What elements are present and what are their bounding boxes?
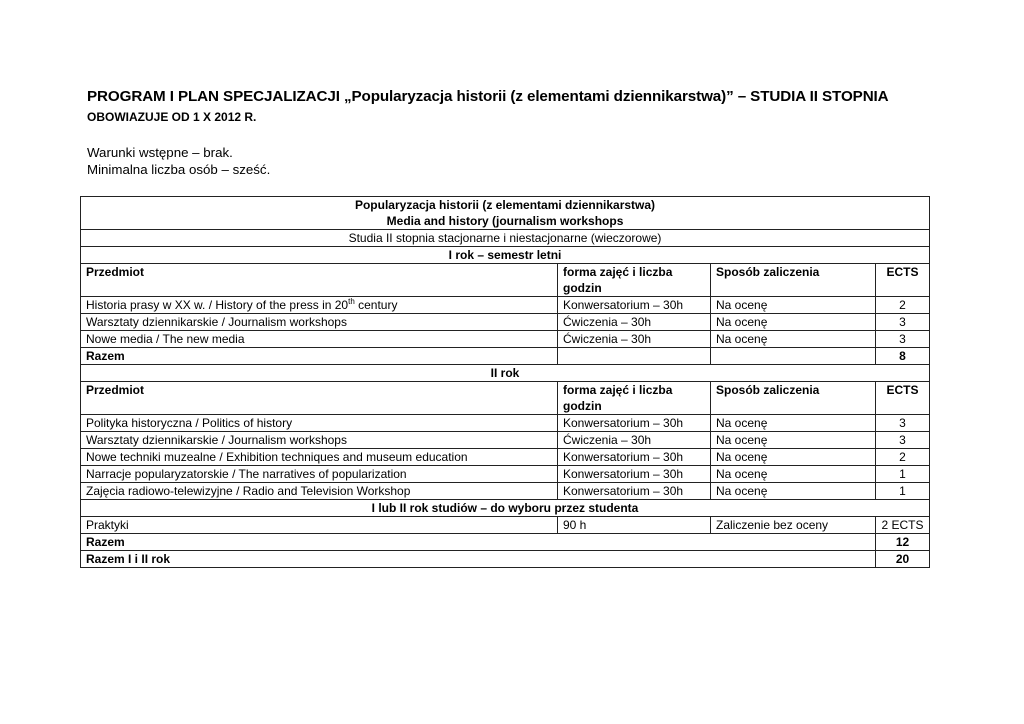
- assessment-cell: Na ocenę: [711, 415, 876, 432]
- subject-cell: Narracje popularyzatorskie / The narratives of popularization: [81, 466, 558, 483]
- col-header-subject: Przedmiot: [81, 264, 558, 297]
- subject-cell: Historia prasy w XX w. / History of the press in 20th century: [81, 297, 558, 314]
- year2-label-row: [81, 365, 930, 382]
- table-heading: [81, 197, 930, 230]
- ects-cell: 3: [876, 415, 930, 432]
- entry-conditions: Warunki wstępne – brak.: [87, 145, 233, 160]
- table-heading-row: [81, 197, 930, 230]
- empty-cell: [558, 348, 711, 365]
- table-row: [81, 297, 930, 314]
- min-participants: Minimalna liczba osób – sześć.: [87, 162, 271, 177]
- year1-header-row: [81, 264, 930, 297]
- subject-cell: Warsztaty dziennikarskie / Journalism workshops: [81, 314, 558, 331]
- year1-label: I rok – semestr letni: [81, 247, 930, 264]
- total-row: [81, 534, 930, 551]
- ects-cell: 2 ECTS: [876, 517, 930, 534]
- form-cell: Ćwiczenia – 30h: [558, 432, 711, 449]
- grand-total-label: Razem I i II rok: [81, 551, 876, 568]
- col-header-ects: ECTS: [876, 264, 930, 297]
- ects-cell: 3: [876, 432, 930, 449]
- assessment-cell: Na ocenę: [711, 314, 876, 331]
- year1-total-label: Razem: [81, 348, 558, 365]
- form-cell: Konwersatorium – 30h: [558, 297, 711, 314]
- ects-cell: 1: [876, 466, 930, 483]
- ects-cell: 1: [876, 483, 930, 500]
- form-cell: 90 h: [558, 517, 711, 534]
- col-header-subject: Przedmiot: [81, 382, 558, 415]
- heading-en: Media and history (journalism workshops: [386, 214, 624, 228]
- assessment-cell: Na ocenę: [711, 297, 876, 314]
- elective-row: [81, 517, 930, 534]
- form-cell: Konwersatorium – 30h: [558, 415, 711, 432]
- form-cell: Konwersatorium – 30h: [558, 449, 711, 466]
- grand-total-row: [81, 551, 930, 568]
- subject-cell: Zajęcia radiowo-telewizyjne / Radio and Television Workshop: [81, 483, 558, 500]
- heading-pl: Popularyzacja historii (z elementami dziennikarstwa): [354, 198, 656, 212]
- total-ects: 12: [876, 534, 930, 551]
- form-cell: Ćwiczenia – 30h: [558, 331, 711, 348]
- year1-total-ects: 8: [876, 348, 930, 365]
- elective-label: I lub II rok studiów – do wyboru przez studenta: [81, 500, 930, 517]
- table-row: [81, 432, 930, 449]
- page-title: PROGRAM I PLAN SPECJALIZACJI „Popularyzacja historii (z elementami dziennikarstwa)” – STUDIA II STOPNIA: [87, 88, 889, 105]
- subject-cell: Warsztaty dziennikarskie / Journalism workshops: [81, 432, 558, 449]
- assessment-cell: Zaliczenie bez oceny: [711, 517, 876, 534]
- year2-label: II rok: [81, 365, 930, 382]
- table-row: [81, 331, 930, 348]
- year1-total-row: [81, 348, 930, 365]
- ects-cell: 3: [876, 314, 930, 331]
- table-row: [81, 466, 930, 483]
- table-row: [81, 483, 930, 500]
- subject-cell: Praktyki: [81, 517, 558, 534]
- ects-cell: 2: [876, 297, 930, 314]
- col-header-form: forma zajęć i liczba godzin: [558, 264, 711, 297]
- table-row: [81, 449, 930, 466]
- subject-cell: Nowe techniki muzealne / Exhibition techniques and museum education: [81, 449, 558, 466]
- empty-cell: [711, 348, 876, 365]
- assessment-cell: Na ocenę: [711, 449, 876, 466]
- form-cell: Konwersatorium – 30h: [558, 483, 711, 500]
- form-cell: Ćwiczenia – 30h: [558, 314, 711, 331]
- page-subtitle: OBOWIAZUJE OD 1 X 2012 R.: [87, 110, 257, 124]
- assessment-cell: Na ocenę: [711, 466, 876, 483]
- year2-header-row: [81, 382, 930, 415]
- subject-cell: Polityka historyczna / Politics of history: [81, 415, 558, 432]
- col-header-assessment: Sposób zaliczenia: [711, 382, 876, 415]
- study-type-row: [81, 230, 930, 247]
- assessment-cell: Na ocenę: [711, 432, 876, 449]
- total-label: Razem: [81, 534, 876, 551]
- table-row: [81, 314, 930, 331]
- grand-total-ects: 20: [876, 551, 930, 568]
- col-header-ects: ECTS: [876, 382, 930, 415]
- col-header-form: forma zajęć i liczba godzin: [558, 382, 711, 415]
- ects-cell: 3: [876, 331, 930, 348]
- col-header-assessment: Sposób zaliczenia: [711, 264, 876, 297]
- table-row: [81, 415, 930, 432]
- year1-label-row: [81, 247, 930, 264]
- ects-cell: 2: [876, 449, 930, 466]
- form-cell: Konwersatorium – 30h: [558, 466, 711, 483]
- study-type: Studia II stopnia stacjonarne i niestacjonarne (wieczorowe): [81, 230, 930, 247]
- assessment-cell: Na ocenę: [711, 483, 876, 500]
- subject-cell: Nowe media / The new media: [81, 331, 558, 348]
- assessment-cell: Na ocenę: [711, 331, 876, 348]
- elective-label-row: [81, 500, 930, 517]
- program-table: [80, 196, 930, 568]
